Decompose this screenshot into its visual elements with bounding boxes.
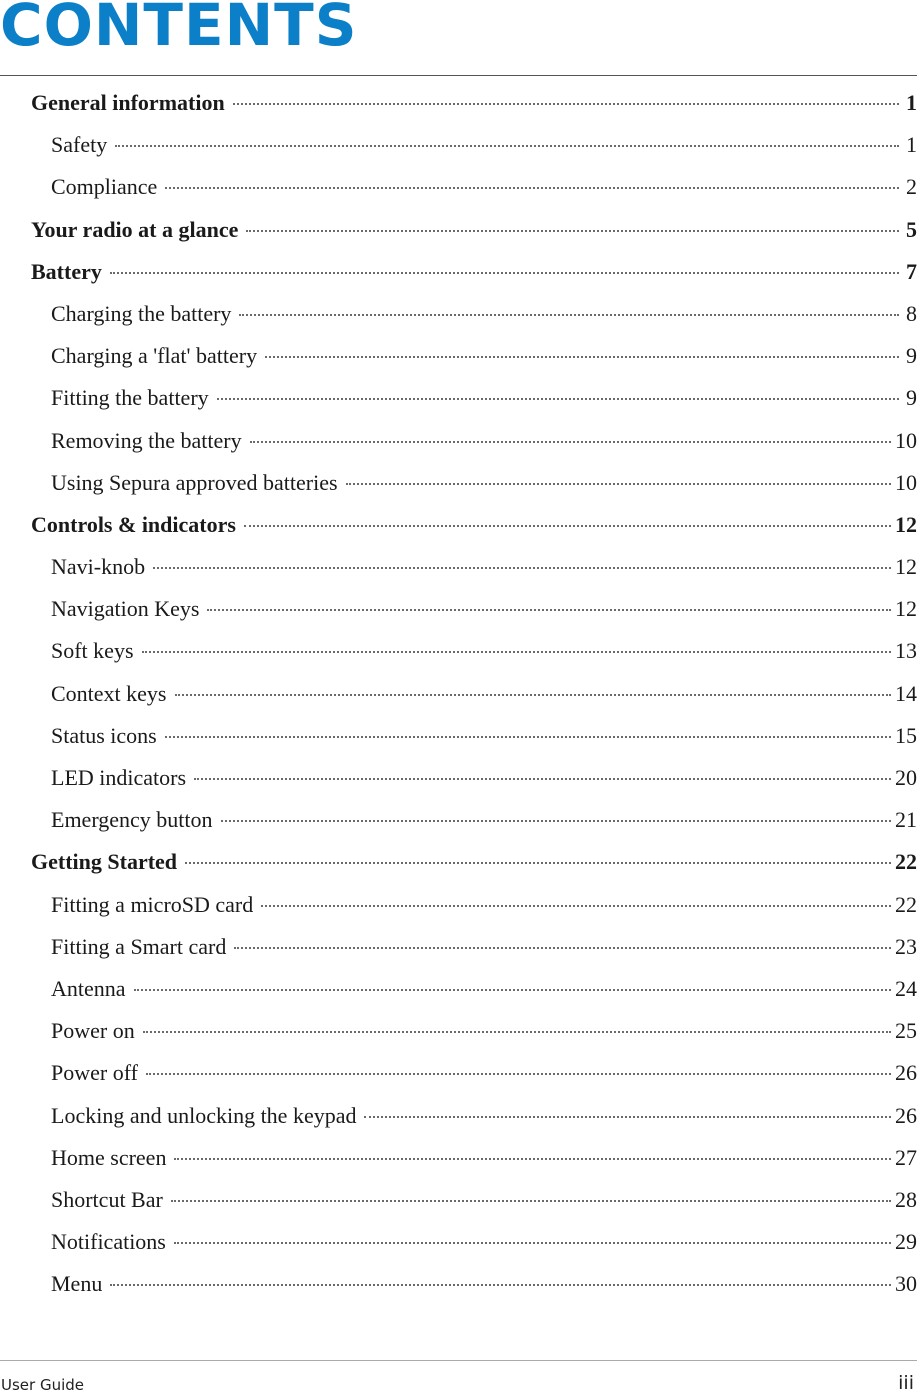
dot-leader bbox=[207, 609, 891, 611]
toc-entry-page: 26 bbox=[895, 1102, 917, 1128]
toc-entry-label: Menu bbox=[51, 1271, 103, 1297]
toc-entry-removing-the-battery[interactable] bbox=[0, 422, 917, 464]
toc-entry-label: Home screen bbox=[51, 1144, 167, 1170]
toc-entry-led-indicators[interactable] bbox=[0, 759, 917, 801]
toc-entry-antenna[interactable] bbox=[0, 970, 917, 1012]
toc-entry-label: Battery bbox=[31, 258, 102, 284]
dot-leader bbox=[250, 441, 891, 443]
dot-leader bbox=[174, 1242, 891, 1244]
toc-entry-label: Context keys bbox=[51, 680, 167, 706]
toc-entry-label: LED indicators bbox=[51, 765, 187, 790]
toc-entry-page: 8 bbox=[906, 300, 917, 326]
toc-entry-label: Status icons bbox=[51, 722, 157, 748]
toc-entry-battery[interactable] bbox=[0, 253, 917, 295]
toc-entry-page: 1 bbox=[906, 90, 917, 115]
toc-entry-label: Getting Started bbox=[31, 849, 178, 875]
toc-entry-power-off[interactable] bbox=[0, 1054, 917, 1096]
dot-leader bbox=[221, 820, 892, 822]
dot-leader bbox=[346, 483, 891, 485]
toc-entry-label: Charging a 'flat' battery bbox=[51, 343, 258, 369]
toc-entry-page: 21 bbox=[895, 807, 917, 833]
dot-leader bbox=[171, 1200, 891, 1202]
title-divider bbox=[0, 75, 917, 76]
toc-entry-soft-keys[interactable] bbox=[0, 632, 917, 674]
dot-leader bbox=[110, 1284, 891, 1286]
toc-entry-label: Safety bbox=[51, 132, 108, 158]
toc-entry-emergency-button[interactable] bbox=[0, 801, 917, 843]
toc-entry-fitting-the-battery[interactable] bbox=[0, 379, 917, 421]
toc-entry-page: 30 bbox=[895, 1271, 917, 1297]
dot-leader bbox=[174, 1158, 891, 1160]
toc-entry-label: Emergency button bbox=[51, 807, 213, 833]
toc-entry-status-icons[interactable] bbox=[0, 717, 917, 759]
toc-entry-page: 10 bbox=[895, 469, 917, 495]
dot-leader bbox=[194, 778, 891, 780]
toc-entry-label: Charging the battery bbox=[51, 300, 232, 326]
toc-entry-charging-the-battery[interactable] bbox=[0, 295, 917, 337]
toc-entry-page: 23 bbox=[895, 933, 917, 959]
dot-leader bbox=[165, 736, 891, 738]
toc-entry-keypad-lock[interactable] bbox=[0, 1097, 917, 1139]
dot-leader bbox=[364, 1116, 891, 1118]
toc-entry-page: 28 bbox=[895, 1186, 917, 1212]
toc-entry-label: General information bbox=[31, 90, 225, 115]
footer-divider bbox=[0, 1360, 917, 1361]
toc-entry-home-screen[interactable] bbox=[0, 1139, 917, 1181]
toc-entry-page: 25 bbox=[895, 1018, 917, 1044]
toc-entry-page: 29 bbox=[895, 1229, 917, 1255]
toc-entry-navigation-keys[interactable] bbox=[0, 590, 917, 632]
toc-entry-controls-indicators[interactable] bbox=[0, 506, 917, 548]
dot-leader bbox=[234, 947, 891, 949]
dot-leader bbox=[142, 651, 892, 653]
dot-leader bbox=[134, 989, 891, 991]
toc-entry-safety[interactable] bbox=[0, 126, 917, 168]
toc-entry-charging-flat-battery[interactable] bbox=[0, 337, 917, 379]
dot-leader bbox=[143, 1031, 891, 1033]
toc-entry-getting-started[interactable] bbox=[0, 843, 917, 885]
toc-entry-page: 9 bbox=[906, 385, 917, 411]
toc-entry-menu[interactable] bbox=[0, 1265, 917, 1307]
dot-leader bbox=[261, 905, 891, 907]
toc-entry-approved-batteries[interactable] bbox=[0, 464, 917, 506]
toc-entry-label: Fitting a microSD card bbox=[51, 891, 254, 917]
toc-entry-label: Your radio at a glance bbox=[31, 216, 239, 242]
toc-entry-page: 7 bbox=[906, 258, 917, 284]
toc-entry-notifications[interactable] bbox=[0, 1223, 917, 1265]
toc-entry-page: 13 bbox=[895, 638, 917, 664]
toc-entry-page: 12 bbox=[895, 554, 917, 580]
toc-entry-label: Fitting a Smart card bbox=[51, 933, 227, 959]
toc-entry-page: 22 bbox=[895, 849, 917, 875]
toc-entry-label: Locking and unlocking the keypad bbox=[51, 1102, 357, 1128]
toc-entry-label: Using Sepura approved batteries bbox=[51, 469, 338, 495]
toc-entry-label: Compliance bbox=[51, 174, 158, 200]
toc-entry-page: 12 bbox=[895, 511, 917, 537]
dot-leader bbox=[246, 230, 899, 232]
toc-entry-page: 1 bbox=[906, 132, 917, 158]
toc-entry-label: Removing the battery bbox=[51, 427, 242, 453]
dot-leader bbox=[175, 694, 892, 696]
toc-entry-page: 12 bbox=[895, 596, 917, 622]
toc-entry-label: Fitting the battery bbox=[51, 385, 209, 411]
toc-entry-microsd-card[interactable] bbox=[0, 886, 917, 928]
toc-entry-label: Navigation Keys bbox=[51, 596, 200, 622]
toc-entry-power-on[interactable] bbox=[0, 1012, 917, 1054]
toc-entry-shortcut-bar[interactable] bbox=[0, 1181, 917, 1223]
toc-entry-compliance[interactable] bbox=[0, 168, 917, 210]
toc-entry-smart-card[interactable] bbox=[0, 928, 917, 970]
toc-entry-label: Notifications bbox=[51, 1229, 166, 1255]
toc-entry-context-keys[interactable] bbox=[0, 675, 917, 717]
toc-entry-label: Antenna bbox=[51, 975, 126, 1001]
toc-entry-label: Power on bbox=[51, 1018, 135, 1044]
table-of-contents bbox=[0, 84, 917, 1307]
toc-entry-page: 27 bbox=[895, 1144, 917, 1170]
toc-entry-page: 22 bbox=[895, 891, 917, 917]
dot-leader bbox=[244, 525, 891, 527]
footer-page-number: iii bbox=[898, 1372, 914, 1394]
toc-entry-navi-knob[interactable] bbox=[0, 548, 917, 590]
dot-leader bbox=[233, 103, 899, 105]
dot-leader bbox=[239, 314, 899, 316]
dot-leader bbox=[115, 145, 899, 147]
toc-entry-page: 15 bbox=[895, 722, 917, 748]
toc-entry-label: Soft keys bbox=[51, 638, 134, 664]
dot-leader bbox=[265, 356, 899, 358]
toc-entry-page: 2 bbox=[906, 174, 917, 200]
toc-entry-label: Controls & indicators bbox=[31, 511, 236, 537]
toc-entry-radio-at-a-glance[interactable] bbox=[0, 211, 917, 253]
page-title: CONTENTS bbox=[0, 0, 358, 59]
toc-entry-page: 24 bbox=[895, 975, 917, 1001]
toc-entry-page: 9 bbox=[906, 343, 917, 369]
dot-leader bbox=[153, 567, 891, 569]
toc-entry-page: 5 bbox=[906, 216, 917, 242]
toc-entry-page: 20 bbox=[895, 765, 917, 790]
footer-document-name: User Guide bbox=[1, 1376, 85, 1394]
dot-leader bbox=[217, 398, 899, 400]
dot-leader bbox=[165, 187, 899, 189]
toc-entry-general-information[interactable] bbox=[0, 84, 917, 126]
toc-entry-page: 14 bbox=[895, 680, 917, 706]
dot-leader bbox=[110, 272, 899, 274]
dot-leader bbox=[146, 1073, 891, 1075]
toc-entry-label: Shortcut Bar bbox=[51, 1186, 163, 1212]
dot-leader bbox=[185, 862, 891, 864]
toc-entry-label: Navi-knob bbox=[51, 554, 146, 580]
toc-entry-label: Power off bbox=[51, 1060, 138, 1086]
toc-entry-page: 26 bbox=[895, 1060, 917, 1086]
toc-entry-page: 10 bbox=[895, 427, 917, 453]
